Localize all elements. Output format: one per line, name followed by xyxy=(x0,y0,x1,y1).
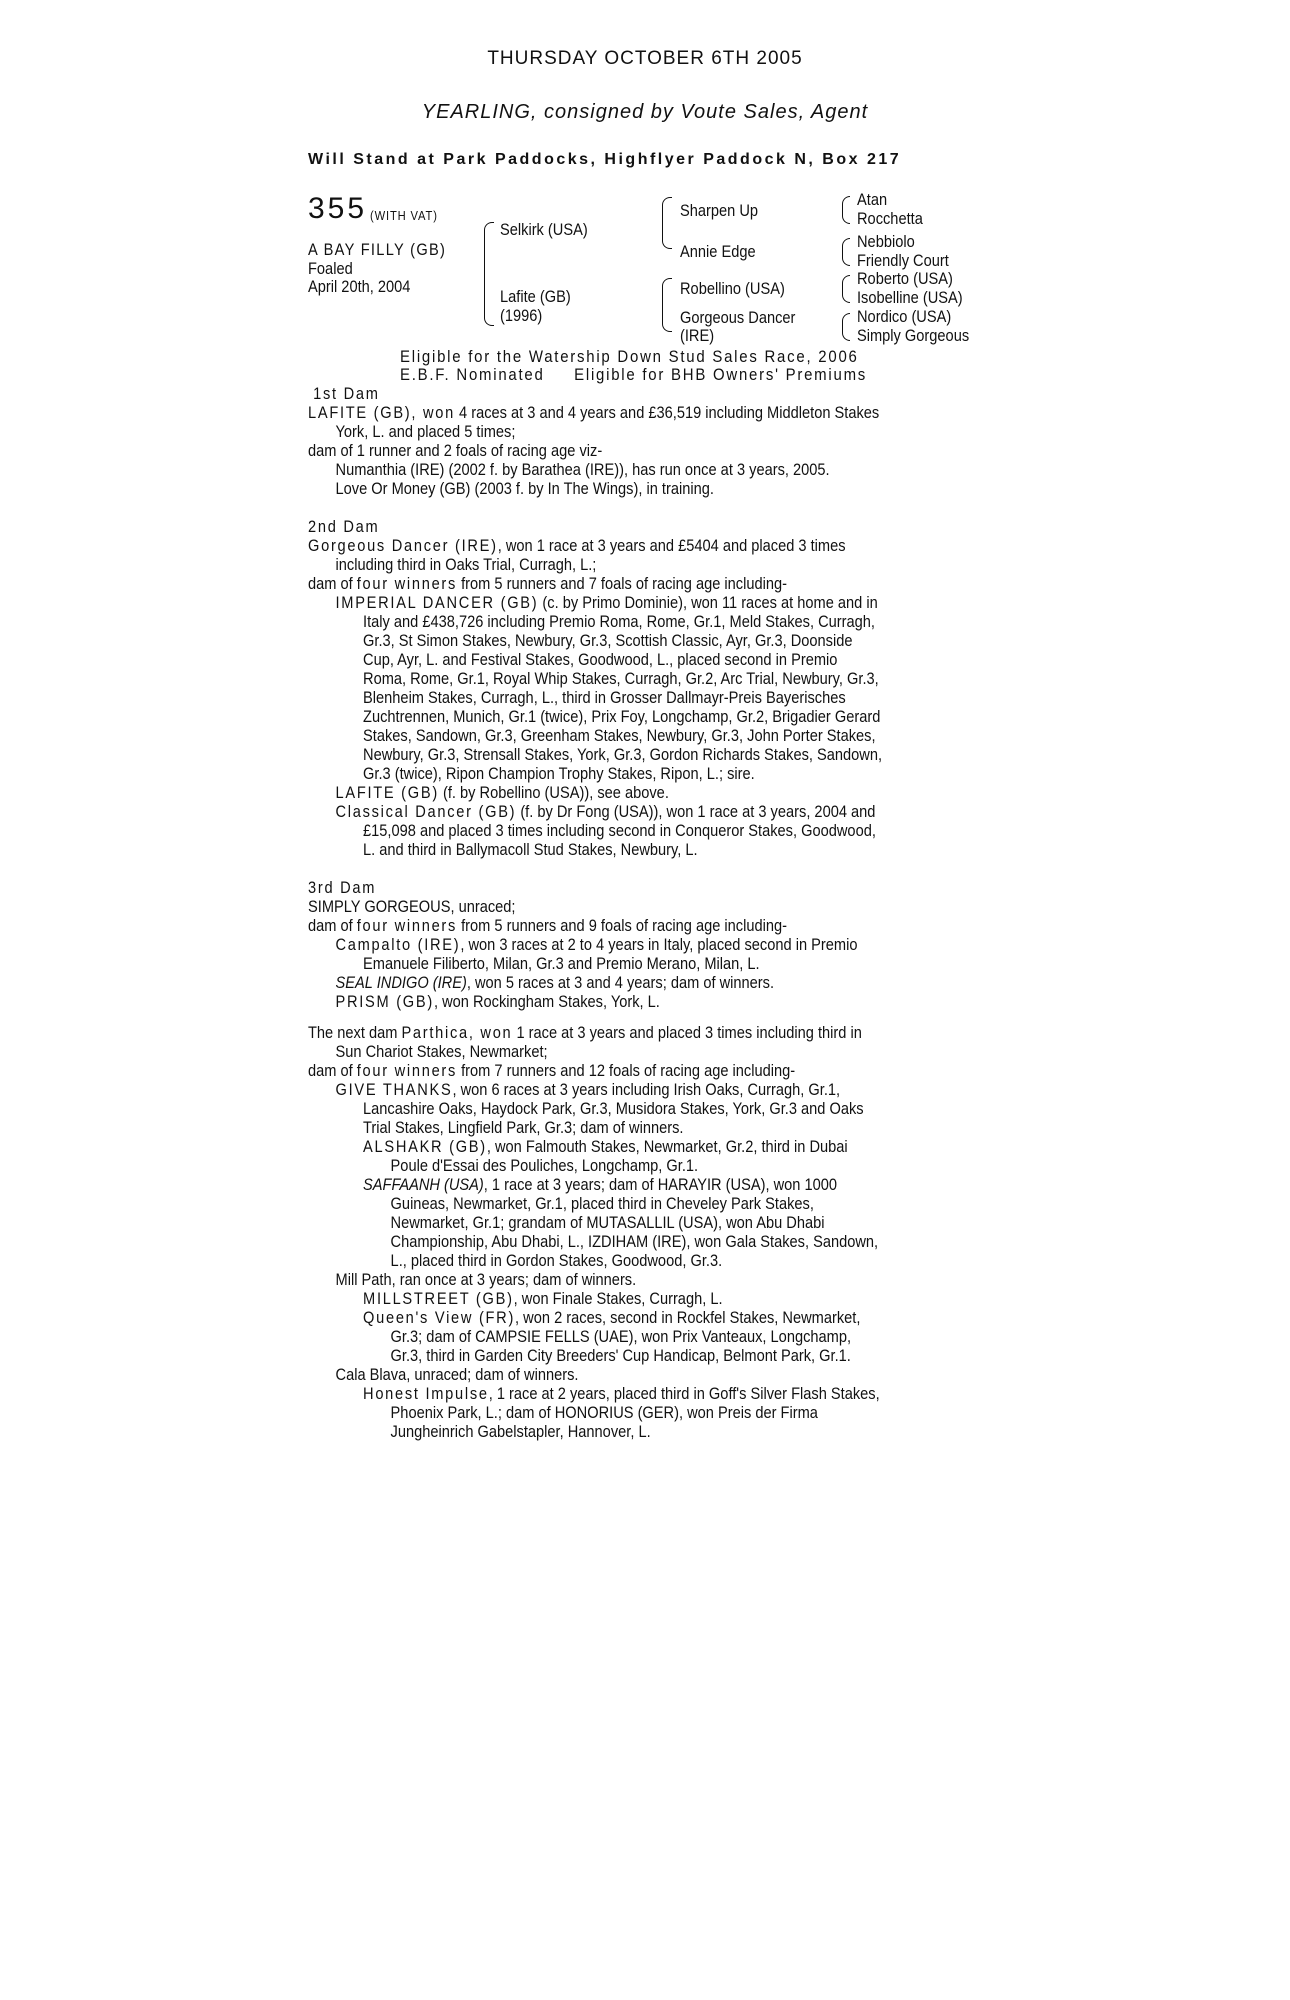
second-dam-record: , won 1 race at 3 years and £5404 and placed 3 times including third in Oaks Trial, Curragh, L.; xyxy=(335,536,846,574)
saffaanh-record: , 1 race at 3 years; dam of HARAYIR (USA), won 1000 Guineas, Newmarket, Gr.1, placed third in Cheveley Park Stakes, Newmarket, Gr.1; grandam of MUTASALLIL (USA), won Abu Dhabi Championship, Abu Dhabi, L., IZDIHAM (IRE), won Gala Stakes, Sandown, L., placed third in Gordon Stakes, Goodwood, Gr.3. xyxy=(390,1175,879,1270)
eligible-premiums: E.B.F. Nominated Eligible for BHB Owners' Premiums xyxy=(400,365,868,384)
dam-sire-sire: Roberto (USA) xyxy=(857,269,953,288)
dam-sire: Robellino (USA) xyxy=(680,279,785,298)
millstreet-record: , won Finale Stakes, Curragh, L. xyxy=(513,1289,723,1308)
pedigree-brace-3a xyxy=(842,196,850,224)
honest-impulse-name: Honest Impulse xyxy=(363,1384,489,1403)
saffaanh-name: SAFFAANH (USA) xyxy=(363,1175,484,1194)
imperial-dancer-name: IMPERIAL DANCER (GB) xyxy=(335,593,539,612)
queens-view-name: Queen's View (FR) xyxy=(363,1308,516,1327)
third-dam-produce-prefix: dam of xyxy=(308,916,357,935)
next-dam-intro: The next dam xyxy=(308,1023,402,1042)
sire-sire-dam: Rocchetta xyxy=(857,209,923,228)
campalto-record: , won 3 races at 2 to 4 years in Italy, placed second in Premio Emanuele Filiberto, Milan, Gr.3 and Premio Merano, Milan, L. xyxy=(363,935,858,973)
vat-note: (WITH VAT) xyxy=(370,208,438,223)
second-dam-produce-suffix: from 5 runners and 7 foals of racing age including- xyxy=(457,574,788,593)
cala-blava: Cala Blava, unraced; dam of winners. xyxy=(335,1365,579,1384)
pedigree-brace-1 xyxy=(484,222,494,326)
dam-dam-origin: (IRE) xyxy=(680,326,715,345)
honest-impulse-record: , 1 race at 2 years, placed third in Goff's Silver Flash Stakes, Phoenix Park, L.; dam of HONORIUS (GER), won Preis der Firma Jungheinrich Gabelstapler, Hannover, L. xyxy=(390,1384,880,1441)
second-dam-produce-prefix: dam of xyxy=(308,574,357,593)
pedigree-brace-2b xyxy=(662,278,672,332)
first-dam-name: LAFITE (GB), won xyxy=(308,403,455,422)
second-dam-section xyxy=(308,517,884,859)
first-dam-section xyxy=(308,384,884,498)
give-thanks-name: GIVE THANKS xyxy=(335,1080,453,1099)
campalto-name: Campalto (IRE) xyxy=(335,935,461,954)
alshakr-record: , won Falmouth Stakes, Newmarket, Gr.2, third in Dubai Poule d'Essai des Pouliches, Longchamp, Gr.1. xyxy=(390,1137,848,1175)
sale-date: THURSDAY OCTOBER 6TH 2005 xyxy=(487,48,803,69)
dam: Lafite (GB) xyxy=(500,287,571,306)
pedigree-brace-2a xyxy=(662,197,672,249)
prism-name: PRISM (GB) xyxy=(335,992,434,1011)
lot-number: 355 xyxy=(308,192,368,225)
sire: Selkirk (USA) xyxy=(500,220,588,239)
third-dam-heading: 3rd Dam xyxy=(308,878,377,897)
pedigree-brace-3c xyxy=(842,275,850,303)
sire-dam-sire: Nebbiolo xyxy=(857,232,915,251)
next-dam-name: Parthica, won xyxy=(401,1023,513,1042)
third-dam-section xyxy=(308,878,884,1011)
classical-dancer-name: Classical Dancer (GB) xyxy=(335,802,517,821)
queens-view-record: , won 2 races, second in Rockfel Stakes, Newmarket, Gr.3; dam of CAMPSIE FELLS (UAE), won Prix Vanteaux, Longchamp, Gr.3, third in Garden City Breeders' Cup Handicap, Belmont Park, Gr.1. xyxy=(390,1308,861,1365)
lafite-name: LAFITE (GB) xyxy=(335,783,439,802)
alshakr-name: ALSHAKR (GB) xyxy=(363,1137,487,1156)
lot-description: A BAY FILLY (GB) xyxy=(308,240,447,259)
pedigree-brace-3d xyxy=(842,313,850,341)
dam-dam-dam: Simply Gorgeous xyxy=(857,326,970,345)
next-dam-produce-suffix: from 7 runners and 12 foals of racing age including- xyxy=(457,1061,796,1080)
sire-dam-dam: Friendly Court xyxy=(857,251,949,270)
first-dam-record: 4 races at 3 and 4 years and £36,519 including Middleton Stakes York, L. and placed 5 times; xyxy=(335,403,880,441)
third-dam-produce-suffix: from 5 runners and 9 foals of racing age including- xyxy=(457,916,788,935)
pedigree-brace-3b xyxy=(842,238,850,266)
third-dam-winners: four winners xyxy=(356,916,458,935)
dam-year: (1996) xyxy=(500,306,543,325)
dam-dam-sire: Nordico (USA) xyxy=(857,307,952,326)
classical-dancer-record: (f. by Dr Fong (USA)), won 1 race at 3 years, 2004 and £15,098 and placed 3 times including second in Conqueror Stakes, Goodwood, L. and third in Ballymacoll Stud Stakes, Newbury, L. xyxy=(363,802,876,859)
first-dam-produce-1: Numanthia (IRE) (2002 f. by Barathea (IRE)), has run once at 3 years, 2005. xyxy=(335,460,830,479)
first-dam-produce-2: Love Or Money (GB) (2003 f. by In The Wings), in training. xyxy=(335,479,714,498)
first-dam-produce-line: dam of 1 runner and 2 foals of racing age viz- xyxy=(308,441,603,460)
lafite-note: (f. by Robellino (USA)), see above. xyxy=(438,783,669,802)
dam-dam: Gorgeous Dancer xyxy=(680,308,796,327)
millstreet-name: MILLSTREET (GB) xyxy=(363,1289,514,1308)
seal-indigo-record: , won 5 races at 3 and 4 years; dam of winners. xyxy=(466,973,775,992)
second-dam-winners: four winners xyxy=(356,574,458,593)
sire-dam: Annie Edge xyxy=(680,242,756,261)
second-dam-name: Gorgeous Dancer (IRE) xyxy=(308,536,498,555)
next-dam-section xyxy=(308,1023,884,1441)
imperial-dancer-record: (c. by Primo Dominie), won 11 races at home and in Italy and £438,726 including Premio Roma, Rome, Gr.1, Meld Stakes, Curragh, Gr.3, St Simon Stakes, Newbury, Gr.3, Scottish Classic, Ayr, Gr.3, Doonside Cup, Ayr, L. and Festival Stakes, Goodwood, L., placed second in Premio Roma, Rome, Gr.1, Royal Whip Stakes, Curragh, Gr.2, Arc Trial, Newbury, Gr.3, Blenheim Stakes, Curragh, L., third in Grosser Dallmayr-Preis Bayerisches Zuchtrennen, Munich, Gr.1 (twice), Prix Foy, Longchamp, Gr.2, Brigadier Gerard Stakes, Sandown, Gr.3, Greenham Stakes, Newbury, Gr.3, John Porter Stakes, Newbury, Gr.3, Strensall Stakes, York, Gr.3, Gordon Richards Stakes, Sandown, Gr.3 (twice), Ripon Champion Trophy Stakes, Ripon, L.; sire. xyxy=(363,593,883,783)
stand-location: Will Stand at Park Paddocks, Highflyer Paddock N, Box 217 xyxy=(308,151,902,168)
foaled-label: Foaled xyxy=(308,259,353,278)
first-dam-heading: 1st Dam xyxy=(313,384,380,403)
mill-path: Mill Path, ran once at 3 years; dam of winners. xyxy=(335,1270,637,1289)
next-dam-produce-prefix: dam of xyxy=(308,1061,357,1080)
sire-sire-sire: Atan xyxy=(857,190,888,209)
third-dam-name: SIMPLY GORGEOUS, unraced; xyxy=(308,897,516,916)
foaling-date: April 20th, 2004 xyxy=(308,277,411,296)
consignor-line: YEARLING, consigned by Voute Sales, Agent xyxy=(421,101,869,123)
second-dam-heading: 2nd Dam xyxy=(308,517,380,536)
prism-record: , won Rockingham Stakes, York, L. xyxy=(433,992,660,1011)
next-dam-record: 1 race at 3 years and placed 3 times including third in Sun Chariot Stakes, Newmarket; xyxy=(335,1023,862,1061)
eligible-sales-race: Eligible for the Watership Down Stud Sales Race, 2006 xyxy=(400,347,859,366)
next-dam-winners: four winners xyxy=(356,1061,458,1080)
sire-sire: Sharpen Up xyxy=(680,201,759,220)
give-thanks-record: , won 6 races at 3 years including Irish Oaks, Curragh, Gr.1, Lancashire Oaks, Haydock Park, Gr.3, Musidora Stakes, York, Gr.3 and Oaks Trial Stakes, Lingfield Park, Gr.3; dam of winners. xyxy=(363,1080,864,1137)
seal-indigo-name: SEAL INDIGO (IRE) xyxy=(335,973,467,992)
dam-sire-dam: Isobelline (USA) xyxy=(857,288,963,307)
